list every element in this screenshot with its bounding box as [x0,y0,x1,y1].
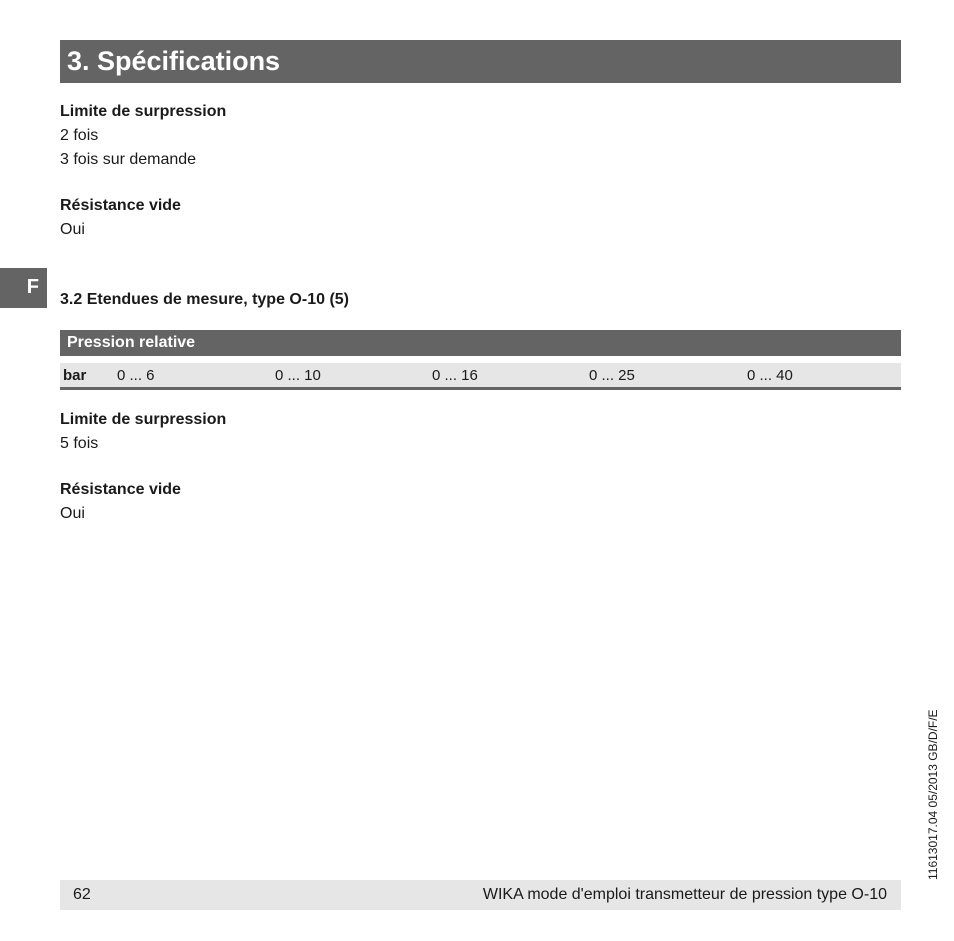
range-cell: 0 ... 16 [432,367,478,384]
overpressure-value: 2 fois [60,127,99,144]
vacuum-label: Résistance vide [60,481,181,498]
vacuum-block-2 [60,478,181,526]
footer-doc-title: WIKA mode d'emploi transmetteur de pression type O-10 [482,886,887,903]
overpressure-value: 5 fois [60,435,99,452]
unit-label: bar [63,367,87,384]
range-cell: 0 ... 6 [117,367,155,384]
range-cell: 0 ... 25 [589,367,635,384]
vacuum-value: Oui [60,221,85,238]
overpressure-block-2 [60,408,226,456]
overpressure-label: Limite de surpression [60,103,227,120]
page-number: 62 [73,886,91,903]
subsection-title: 3.2 Etendues de mesure, type O-10 (5) [60,291,349,308]
vacuum-value: Oui [60,505,85,522]
table-header: Pression relative [60,330,901,356]
overpressure-value-optional: 3 fois sur demande [60,151,197,168]
range-cell: 0 ... 10 [275,367,321,384]
table-row [60,363,901,390]
range-cell: 0 ... 40 [747,367,793,384]
overpressure-block-1 [60,100,226,172]
overpressure-label: Limite de surpression [60,411,227,428]
footer [60,880,901,910]
language-tab: F [0,268,47,308]
document-code: 11613017.04 05/2013 GB/D/F/E [926,709,940,880]
vacuum-block-1 [60,194,181,242]
section-title: 3. Spécifications [60,40,901,83]
vacuum-label: Résistance vide [60,197,181,214]
